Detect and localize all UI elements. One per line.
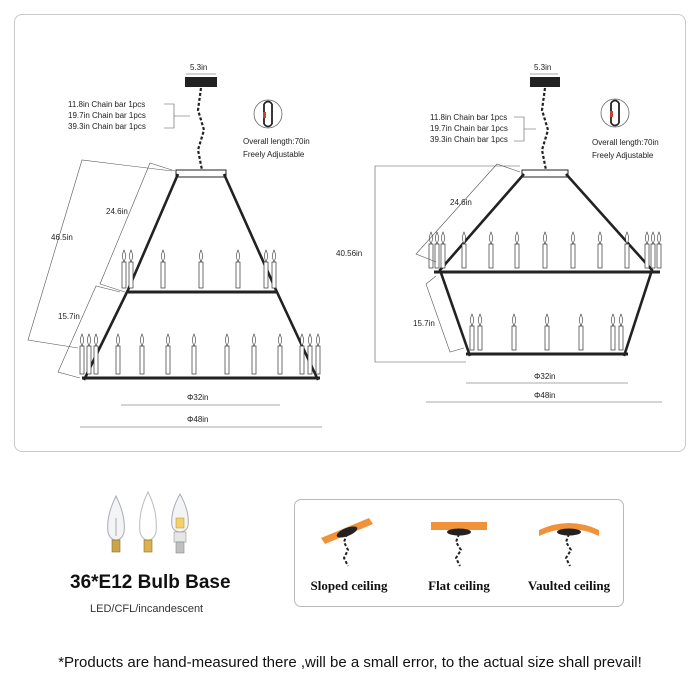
- right-height-label: 40.56in: [336, 249, 363, 258]
- right-lower-arm-label: 15.7in: [413, 319, 435, 328]
- cfl-bulb-icon: [140, 492, 157, 552]
- right-outer-diameter: Φ48in: [534, 391, 556, 400]
- ceiling-type-sloped: [295, 500, 403, 606]
- vaulted-ceiling-icon: [533, 512, 605, 572]
- left-upper-candles: [122, 250, 276, 288]
- left-canopy: [185, 77, 217, 87]
- left-chain-bar-2: 19.7in Chain bar 1pcs: [68, 111, 146, 120]
- chandelier-left: [28, 63, 322, 427]
- flat-ceiling-icon: [423, 512, 495, 572]
- right-adjustable: Freely Adjustable: [592, 151, 654, 160]
- left-height-dim: [28, 160, 172, 348]
- left-chain: [198, 88, 204, 170]
- incandescent-bulb-icon: [108, 496, 125, 552]
- right-chain-bar-3: 39.3in Chain bar 1pcs: [430, 135, 508, 144]
- bulbs-illustration: [100, 488, 200, 563]
- chandelier-right: [336, 63, 662, 402]
- vaulted-ceiling-label: Vaulted ceiling: [527, 578, 611, 593]
- ceiling-types-box: [294, 499, 624, 607]
- left-lower-candles: [80, 334, 320, 374]
- right-upper-candles: [429, 232, 661, 268]
- disclaimer-note: *Products are hand-measured there ,will be a small error, to the actual size shall prevail!: [58, 654, 642, 671]
- left-adjustable: Freely Adjustable: [243, 150, 305, 159]
- right-chain: [542, 88, 548, 170]
- right-chain-bar-2: 19.7in Chain bar 1pcs: [430, 124, 508, 133]
- left-height-label: 46.5in: [51, 233, 73, 242]
- left-inner-diameter: Φ32in: [187, 393, 209, 402]
- right-carabiner-icon: [601, 99, 629, 127]
- right-top-width: 5.3in: [534, 63, 552, 72]
- ceiling-type-flat: [405, 500, 513, 606]
- bulb-title: 36*E12 Bulb Base: [70, 572, 231, 593]
- led-bulb-icon: [172, 494, 189, 553]
- left-outer-diameter: Φ48in: [187, 415, 209, 424]
- left-overall-length: Overall length:70in: [243, 137, 310, 146]
- flat-ceiling-label: Flat ceiling: [428, 578, 490, 593]
- left-upper-arm-label: 24.6in: [106, 207, 128, 216]
- sloped-ceiling-icon: [313, 512, 385, 572]
- right-height-dim: [375, 166, 520, 362]
- ceiling-type-vaulted: [515, 500, 623, 606]
- right-lower-candles: [470, 314, 623, 350]
- right-upper-arm-label: 24.6in: [450, 198, 472, 207]
- left-lower-arm-label: 15.7in: [58, 312, 80, 321]
- right-canopy: [530, 77, 560, 87]
- bulb-subtitle: LED/CFL/incandescent: [90, 603, 204, 615]
- sloped-ceiling-label: Sloped ceiling: [310, 578, 388, 593]
- left-chain-bar-1: 11.8in Chain bar 1pcs: [68, 100, 146, 109]
- right-overall-length: Overall length:70in: [592, 138, 659, 147]
- right-inner-diameter: Φ32in: [534, 372, 556, 381]
- left-chain-bar-3: 39.3in Chain bar 1pcs: [68, 122, 146, 131]
- left-top-width: 5.3in: [190, 63, 208, 72]
- left-carabiner-icon: [254, 100, 282, 128]
- right-chain-bar-1: 11.8in Chain bar 1pcs: [430, 113, 508, 122]
